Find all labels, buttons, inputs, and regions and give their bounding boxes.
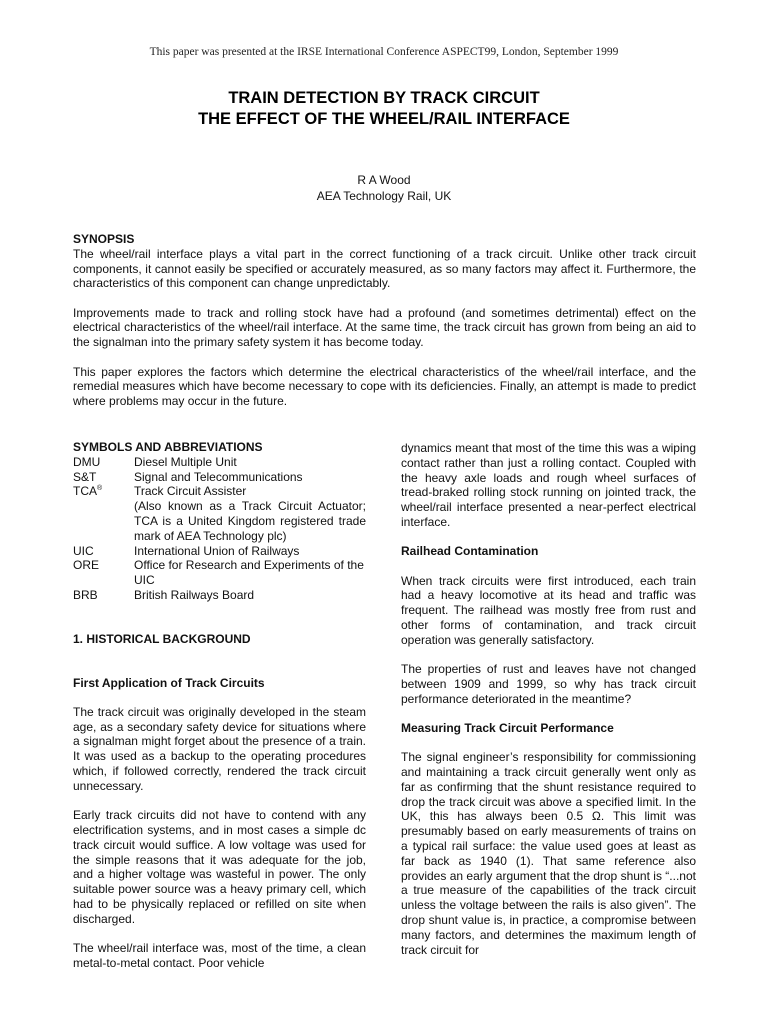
synopsis-paragraph: This paper explores the factors which determine the electrical characteristics of the wheel/rail interface, and the remedial measures which have become necessary to cope with its deficiencies. Finally, an attempt is made to predict where problems may occur in the future.	[73, 364, 696, 409]
body-paragraph: dynamics meant that most of the time this was a wiping contact rather than just a rolling contact. Coupled with the heavy axle loads and rough wheel surfaces of tread-braked rolling stock running on jointed track, the wheel/rail interface presented a near-perfect electrical interface.	[401, 441, 696, 529]
abbreviation-key: DMU	[73, 454, 101, 469]
subsection-heading: Measuring Track Circuit Performance	[401, 720, 614, 735]
paper-title	[0, 88, 768, 130]
body-paragraph: The wheel/rail interface was, most of the time, a clean metal-to-metal contact. Poor vehicle	[73, 941, 366, 970]
abbreviation-key: BRB	[73, 587, 98, 602]
abbreviation-key: TCA®	[73, 484, 103, 499]
abbreviation-row	[73, 558, 366, 588]
right-column	[401, 441, 696, 972]
title-line-1: TRAIN DETECTION BY TRACK CIRCUIT	[228, 89, 540, 107]
body-paragraph: The signal engineer’s responsibility for commissioning and maintaining a track circuit generally went only as far as confirming that the shunt resistance required to drop the track circuit was above a specified limit. In the UK, this has always been 0.5 Ω. This limit was presumably based on early measurements of trains on a typical rail surface: the value used goes at least as far back as 1940 (1). That same reference also provides an early argument that the drop shunt is “...not a true measure of the capabilities of the track circuit unless the voltage between the rails is also given”. The drop shunt value is, in practice, a compromise between many factors, and determines the maximum length of track circuit for	[401, 750, 696, 957]
author-block	[0, 172, 768, 204]
abbreviation-row	[73, 544, 366, 559]
body-paragraph: The properties of rust and leaves have not changed between 1909 and 1999, so why has track circuit performance deteriorated in the meantime?	[401, 662, 696, 706]
author-name: R A Wood	[357, 173, 411, 187]
abbreviation-value: Office for Research and Experiments of the UIC	[134, 558, 364, 588]
abbreviation-value: International Union of Railways	[134, 543, 300, 558]
synopsis-heading: SYNOPSIS	[73, 232, 135, 246]
abbreviation-row	[73, 588, 366, 603]
synopsis-paragraph: The wheel/rail interface plays a vital part in the correct functioning of a track circuit. Unlike other track circuit components, it cannot easily be specified or accurately measured, as so many factors may affect it. Furthermore, the characteristics of this component can change unpredictably.	[73, 246, 696, 291]
left-column	[73, 440, 366, 985]
conference-note: This paper was presented at the IRSE International Conference ASPECT99, London, September 1999	[149, 46, 619, 58]
subsection-heading: Railhead Contamination	[401, 544, 539, 559]
author-affiliation: AEA Technology Rail, UK	[316, 189, 452, 203]
registered-mark: ®	[97, 485, 103, 493]
body-paragraph: The track circuit was originally developed in the steam age, as a secondary safety device for situations where a signalman might forget about the presence of a train. It was used as a backup to the operating procedures which, if followed correctly, rendered the track circuit unnecessary.	[73, 704, 366, 793]
abbreviation-key: ORE	[73, 558, 100, 573]
abbreviations-heading: SYMBOLS AND ABBREVIATIONS	[73, 440, 263, 454]
abbreviations-list	[73, 455, 366, 603]
abbreviation-row	[73, 455, 366, 470]
abbreviation-key: UIC	[73, 543, 94, 558]
body-paragraph: Early track circuits did not have to contend with any electrification systems, and in most cases a simple dc track circuit would suffice. A low voltage was used for the simple reasons that it was adequate for the job, and a higher voltage was wasteful in power. The only suitable power source was a heavy primary cell, which had to be physically replaced or refilled on site when discharged.	[73, 808, 366, 926]
abbreviation-key: S&T	[73, 469, 97, 484]
abbreviation-value: Diesel Multiple Unit	[134, 454, 237, 469]
synopsis-section	[73, 232, 696, 423]
abbreviation-row	[73, 470, 366, 485]
abbreviation-note: (Also known as a Track Circuit Actuator; TCA is a United Kingdom registered trade mark of AEA Technology plc)	[134, 499, 366, 543]
subsection-heading: First Application of Track Circuits	[73, 675, 265, 690]
abbreviation-value: Track Circuit Assister (Also known as a Track Circuit Actuator; TCA is a United Kingdom registered trade mark of AEA Technology plc)	[134, 484, 366, 543]
body-paragraph: When track circuits were first introduced, each train had a heavy locomotive at its head and traffic was frequent. The railhead was mostly free from rust and other forms of contamination, and track circuit operation was generally satisfactory.	[401, 573, 696, 647]
section-heading: 1. HISTORICAL BACKGROUND	[73, 631, 251, 646]
abbreviation-value: Signal and Telecommunications	[134, 469, 303, 484]
abbreviation-row	[73, 484, 366, 543]
abbreviation-value: British Railways Board	[134, 587, 255, 602]
synopsis-paragraph: Improvements made to track and rolling stock have had a profound (and sometimes detrimental) effect on the electrical characteristics of the wheel/rail interface. At the same time, the track circuit has grown from being an aid to the signalman into the primary safety system it has become today.	[73, 305, 696, 350]
title-line-2: THE EFFECT OF THE WHEEL/RAIL INTERFACE	[198, 110, 570, 128]
